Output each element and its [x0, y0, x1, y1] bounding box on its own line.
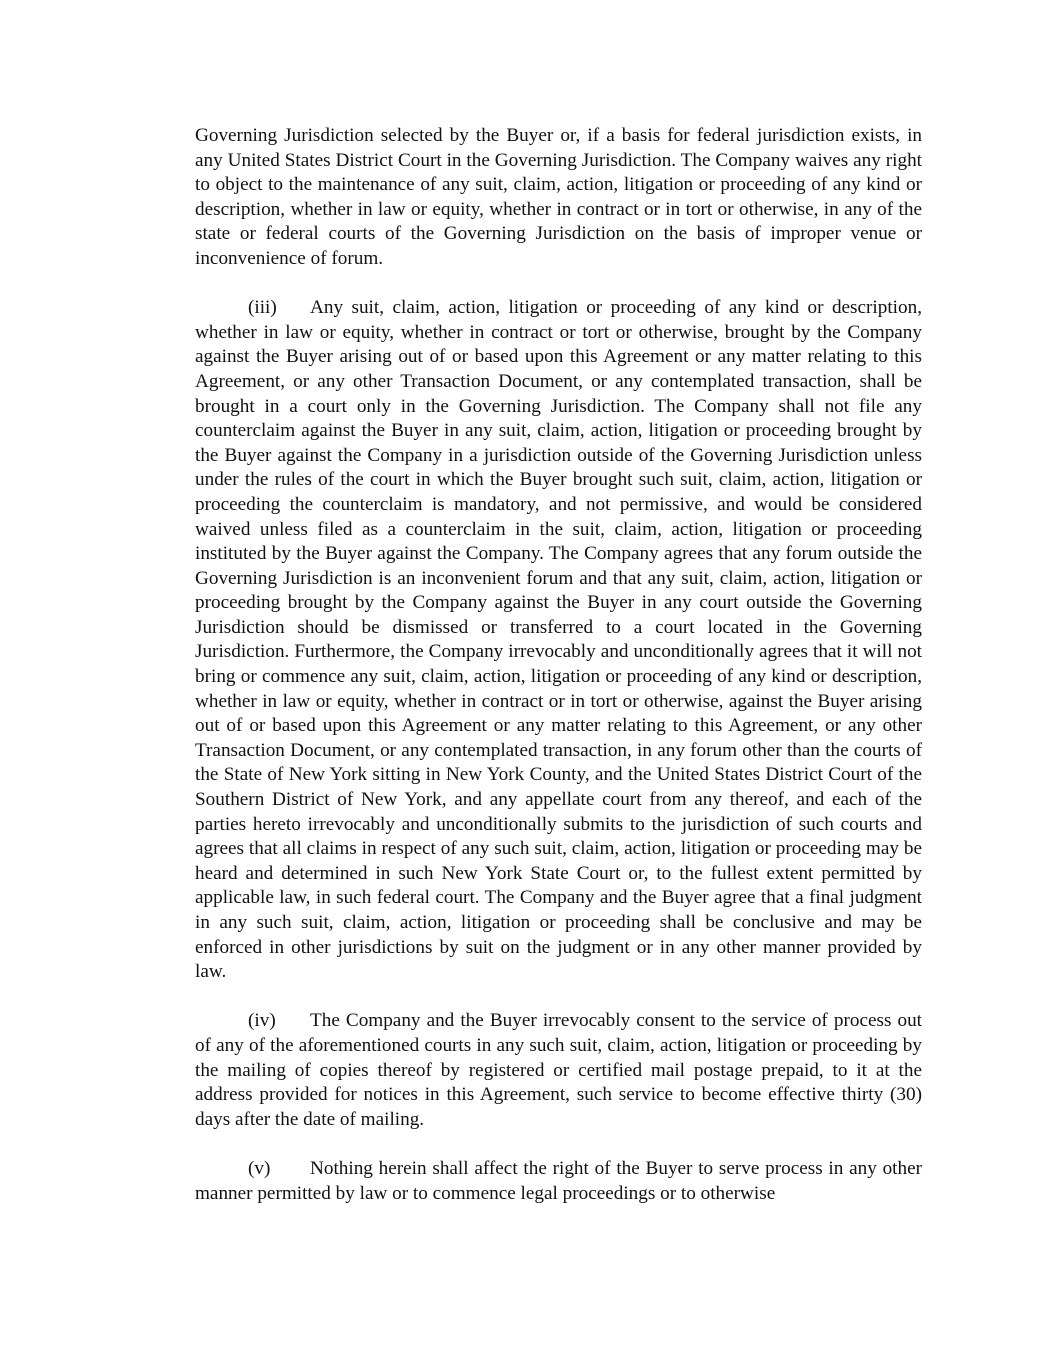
paragraph-continued	[195, 124, 922, 272]
paragraph-iv	[195, 1009, 922, 1132]
paragraph-text: Governing Jurisdiction selected by the Buyer or, if a basis for federal jurisdiction exists, in any United States District Court in the Governing Jurisdiction. The Company waives any right to object to the maintenance of any suit, claim, action, litigation or proceeding of any kind or description, whether in law or equity, whether in contract or in tort or otherwise, in any of the state or federal courts of the Governing Jurisdiction on the basis of improper venue or inconvenience of forum.	[195, 125, 922, 269]
paragraph-text: Any suit, claim, action, litigation or proceeding of any kind or description, whether in law or equity, whether in contract or tort or otherwise, brought by the Company against the Buyer arising out of or based upon this Agreement or any matter relating to this Agreement, or any other Transaction Document, or any contemplated transaction, shall be brought in a court only in the Governing Jurisdiction. The Company shall not file any counterclaim against the Buyer in any suit, claim, action, litigation or proceeding brought by the Buyer against the Company in a jurisdiction outside of the Governing Jurisdiction unless under the rules of the court in which the Buyer brought such suit, claim, action, litigation or proceeding the counterclaim is mandatory, and not permissive, and would be considered waived unless filed as a counterclaim in the suit, claim, action, litigation or proceeding instituted by the Buyer against the Company. The Company agrees that any forum outside the Governing Jurisdiction is an inconvenient forum and that any suit, claim, action, litigation or proceeding brought by the Company against the Buyer in any court outside the Governing Jurisdiction should be dismissed or transferred to a court located in the Governing Jurisdiction. Furthermore, the Company irrevocably and unconditionally agrees that it will not bring or commence any suit, claim, action, litigation or proceeding of any kind or description, whether in law or equity, whether in contract or in tort or otherwise, against the Buyer arising out of or based upon this Agreement or any matter relating to this Agreement, or any other Transaction Document, or any contemplated transaction, in any forum other than the courts of the State of New York sitting in New York County, and the United States District Court of the Southern District of New York, and any appellate court from any thereof, and each of the parties hereto irrevocably and unconditionally submits to the jurisdiction of such courts and agrees that all claims in respect of any such suit, claim, action, litigation or proceeding may be heard and determined in such New York State Court or, to the fullest extent permitted by applicable law, in such federal court. The Company and the Buyer agree that a final judgment in any such suit, claim, action, litigation or proceeding shall be conclusive and may be enforced in other jurisdictions by suit on the judgment or in any other manner provided by law.	[195, 297, 922, 983]
paragraph-text: The Company and the Buyer irrevocably consent to the service of process out of any of the aforementioned courts in any such suit, claim, action, litigation or proceeding by the mailing of copies thereof by registered or certified mail postage prepaid, to it at the address provided for notices in this Agreement, such service to become effective thirty (30) days after the date of mailing.	[195, 1010, 922, 1130]
paragraph-text: Nothing herein shall affect the right of the Buyer to serve process in any other manner permitted by law or to commence legal proceedings or to otherwise	[195, 1157, 922, 1204]
paragraph-marker: (v)	[248, 1157, 271, 1179]
document-body	[195, 124, 922, 1231]
paragraph-v	[195, 1157, 922, 1206]
paragraph-marker: (iv)	[248, 1010, 276, 1032]
paragraph-marker: (iii)	[248, 297, 277, 319]
paragraph-iii	[195, 296, 922, 985]
